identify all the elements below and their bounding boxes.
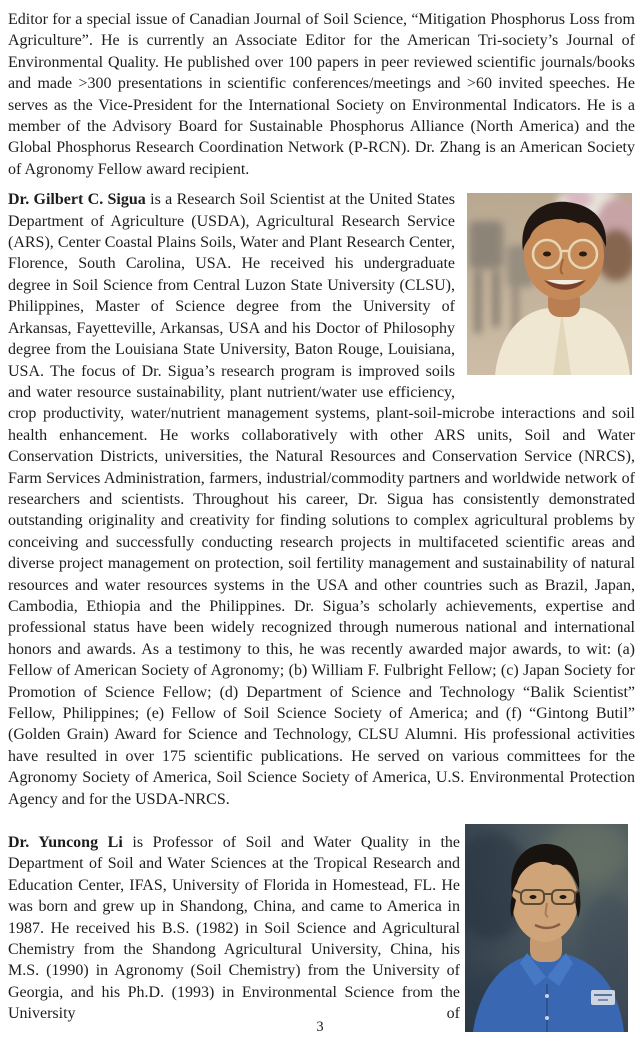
paragraph-li-bio [8, 832, 460, 1025]
person-name-li: Dr. Yuncong Li [8, 834, 123, 852]
paragraph-text: Editor for a special issue of Canadian Journal of Soil Science, “Mitigation Phosphorus Loss from Agriculture”. He is currently an Associate Editor for the American Tri-society’s Journal of Environmental Quality. He published over 100 papers in peer reviewed scientific journals/books and made >300 presentations in scientific conferences/meetings and >60 invited speeches. He serves as the Vice-President for the International Society on Environmental Indicators. He is a member of the Advisory Board for Sustainable Phosphorus Alliance (North America) and the Global Phosphorus Research Coordination Network (P-RCN). Dr. Zhang is an American Society of Agronomy Fellow award recipient. [8, 11, 635, 178]
paragraph-text: is Professor of Soil and Water Quality in the Department of Soil and Water Sciences at the Tropical Research and Education Center, IFAS, University of Florida in Homestead, FL. He was born and grew up in Shandong, China, and came to America in 1987. He received his B.S. (1982) in Soil Science and Agricultural Chemistry from the Shandong Agricultural University, China, his M.S. (1990) in Agronomy (Soil Chemistry) from the University of Georgia, and his Ph.D. (1993) in Environmental Science from the University of [8, 834, 460, 1023]
photo-gilbert-sigua [467, 193, 632, 375]
paragraph-sigua-bio [8, 189, 635, 810]
paragraph-text: is a Research Soil Scientist at the United States Department of Agriculture (USDA), Agricultural Research Service (ARS), Center Coastal Plains Soils, Water and Plant Research Center, Florence, South Carolina, USA. He received his undergraduate degree in Soil Science from Central Luzon State University (CLSU), Philippines, Master of Science degree from the University of Arkansas, Fayetteville, Arkansas, USA and his Doctor of Philosophy degree from the Louisiana State University, Baton Rouge, Louisiana, USA. The focus of Dr. Sigua’s research program is improved soils and water resource sustainability, plant nutrient/water use efficiency, crop productivity, water/nutrient management systems, plant-soil-microbe interactions and soil health enhancement. He works collaboratively with other ARS units, Soil and Water Conservation Districts, universities, the Natural Resources and Conservation Service (NRCS), Farm Services Administration, farmers, industrial/commodity partners and worldwide network of researchers and scientists. Throughout his career, Dr. Sigua has consistently demonstrated outstanding originality and creativity for finding solutions to complex agricultural problems by conceiving and successfully conducting research projects in multifaceted scientific areas and diverse project management on protection, soil fertility management and sustainability of natural resources and water resources systems in the USA and other countries such as Brazil, Japan, Cambodia, Ethiopia and the Philippines. Dr. Sigua’s scholarly achievements, expertise and professional status have been widely recognized through numerous national and international honors and awards. As a testimony to this, he was recently awarded major awards, to wit: (a) Fellow of American Society of Agronomy; (b) William F. Fulbright Fellow; (c) Japan Society for Promotion of Science Fellow; (d) Department of Science and Technology “Balik Scientist” Fellow, Philippines; (e) Fellow of Soil Science Society of America; and (f) “Gintong Butil” (Golden Grain) Award for Science and Technology, CLSU Alumni. His professional activities have resulted in over 175 scientific publications. He served on various committees for the Agronomy Society of America, Soil Science Society of America, U.S. Environmental Protection Agency and for the USDA-NRCS. [8, 191, 635, 808]
page-number: 3 [316, 1019, 324, 1035]
person-name-sigua: Dr. Gilbert C. Sigua [8, 191, 146, 209]
photo-yuncong-li [465, 824, 628, 1032]
paragraph-zhang-bio-continuation [8, 9, 635, 180]
